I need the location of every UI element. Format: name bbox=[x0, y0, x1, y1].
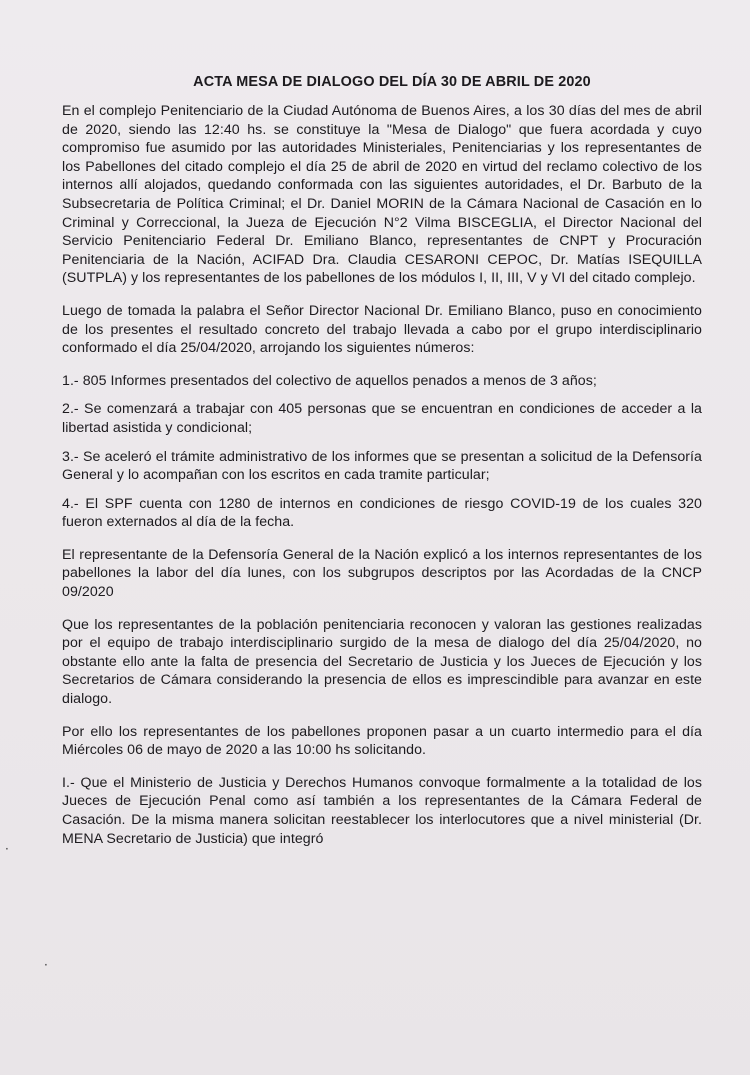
document-title: ACTA MESA DE DIALOGO DEL DÍA 30 DE ABRIL DE 2020 bbox=[193, 74, 591, 90]
paragraph-request-1: I.- Que el Ministerio de Justicia y Derechos Humanos convoque formalmente a la totalidad de los Jueces de Ejecución Penal como así también a los representantes de la Cámara Federal de Casación. De la misma manera solicitan reestablecer los interlocutores que a nivel ministerial (Dr. MENA Secretario de Justicia) que integró bbox=[62, 774, 702, 847]
list-item-3: 3.- Se aceleró el trámite administrativo de los informes que se presentan a solicitud de la Defensoría General y lo acompañan con los escritos en cada tramite particular; bbox=[62, 448, 702, 484]
paragraph-proposal: Por ello los representantes de los pabellones proponen pasar a un cuarto intermedio para el día Miércoles 06 de mayo de 2020 a las 10:00 hs solicitando. bbox=[62, 723, 702, 759]
margin-mark: · bbox=[44, 958, 48, 972]
paragraph-director-report: Luego de tomada la palabra el Señor Director Nacional Dr. Emiliano Blanco, puso en conocimiento de los presentes el resultado concreto del trabajo llevada a cabo por el grupo interdisciplinario conformado el día 25/04/2020, arrojando los siguientes números: bbox=[62, 302, 702, 357]
list-item-4: 4.- El SPF cuenta con 1280 de internos en condiciones de riesgo COVID-19 de los cuales 320 fueron externados al día de la fecha. bbox=[62, 495, 702, 531]
margin-mark: · bbox=[5, 842, 9, 856]
list-item-2: 2.- Se comenzará a trabajar con 405 personas que se encuentran en condiciones de acceder a la libertad asistida y condicional; bbox=[62, 401, 702, 436]
paragraph-recognition: Que los representantes de la población penitenciaria reconocen y valoran las gestiones realizadas por el equipo de trabajo interdisciplinario surgido de la mesa de dialogo del día 25/04/2020, no obstante ello ante la falta de presencia del Secretario de Justicia y los Jueces de Ejecución y los Secretarios de Cámara considerando la presencia de ellos es imprescindible para avanzar en este dialogo. bbox=[62, 616, 702, 708]
list-item-1: 1.- 805 Informes presentados del colectivo de aquellos penados a menos de 3 años; bbox=[62, 372, 597, 389]
document-body bbox=[62, 74, 702, 862]
paragraph-opening: En el complejo Penitenciario de la Ciudad Autónoma de Buenos Aires, a los 30 días del mes de abril de 2020, siendo las 12:40 hs. se constituye la "Mesa de Dialogo" que fuera acordada y cuyo compromiso fue asumido por las autoridades Ministeriales, Penitenciarias y los representantes de los Pabellones del citado complejo el día 25 de abril de 2020 en virtud del reclamo colectivo de los internos allí alojados, quedando conformada con las siguientes autoridades, el Dr. Barbuto de la Subsecretaria de Política Criminal; el Dr. Daniel MORIN de la Cámara Nacional de Casación en lo Criminal y Correccional, la Jueza de Ejecución N°2 Vilma BISCEGLIA, el Director Nacional del Servicio Penitenciario Federal Dr. Emiliano Blanco, representantes de CNPT y Procuración Penitenciaria de la Nación, ACIFAD Dra. Claudia CESARONI CEPOC, Dr. Matías ISEQUILLA (SUTPLA) y los representantes de los pabellones de los módulos I, II, III, V y VI del citado complejo. bbox=[62, 103, 702, 287]
paragraph-defensoria: El representante de la Defensoría General de la Nación explicó a los internos representantes de los pabellones la labor del día lunes, con los subgrupos descriptos por las Acordadas de la CNCP 09/2020 bbox=[62, 546, 702, 601]
